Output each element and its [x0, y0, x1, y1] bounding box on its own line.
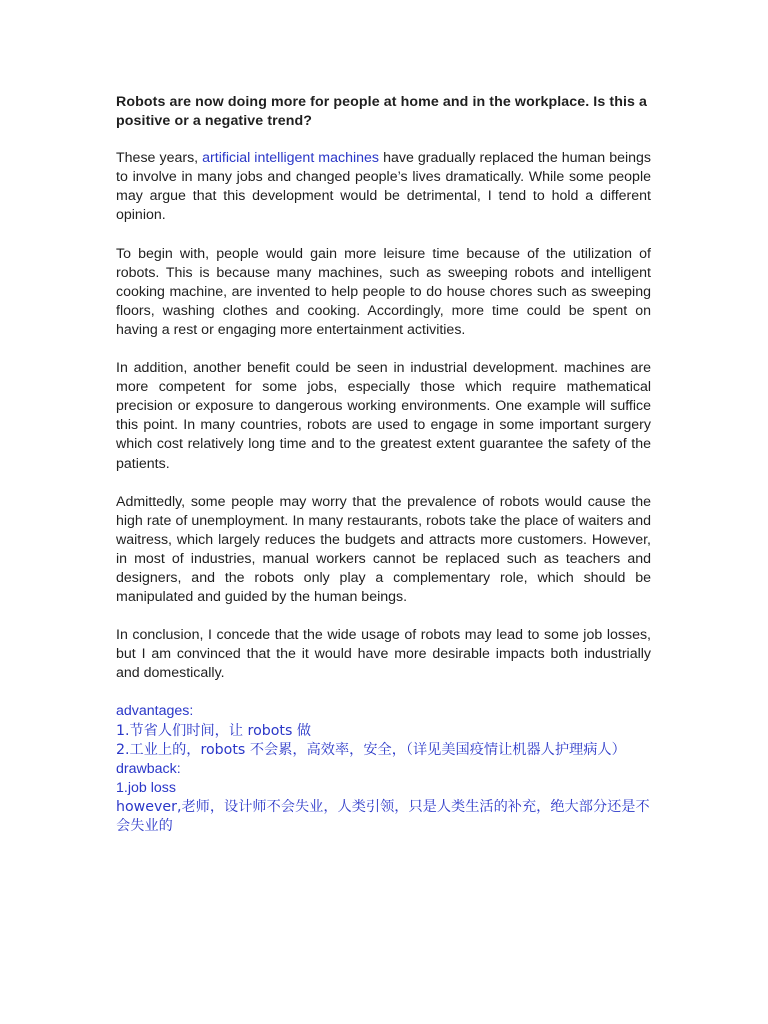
drawback-label: drawback:	[116, 760, 181, 777]
essay-title: Robots are now doing more for people at home and in the workplace. Is this a positive or a negative trend?	[116, 94, 648, 130]
intro-rest: have gradually replaced the human beings to involve in many jobs and changed people’s lives dramatically. While some people may argue that this development would be detrimental, I tend to hold a different opinion.	[116, 150, 652, 224]
intro-paragraph	[116, 149, 651, 225]
body-paragraph-concession: Admittedly, some people may worry that the prevalence of robots would cause the high rate of unemployment. In many restaurants, robots take the place of waiters and waitress, which largely reduces the budgets and attracts more customers. However, in most of industries, manual workers cannot be replaced such as teachers and designers, and the robots only play a complementary role, which should be manipulated and guided by the human beings.	[116, 493, 651, 606]
intro-lead: These years,	[116, 150, 203, 167]
body-paragraph-industry: In addition, another benefit could be seen in industrial development. machines are more competent for some jobs, especially those which require mathematical precision or exposure to dangerous working environments. One example will suffice this point. In many countries, robots are used to engage in some important surgery which cost relatively long time and to the greatest extent guarantee the safety of the patients.	[116, 360, 651, 472]
study-notes	[116, 702, 651, 836]
advantages-label: advantages:	[116, 703, 194, 720]
conclusion-paragraph: In conclusion, I concede that the wide usage of robots may lead to some job losses, but I am convinced that the it would have more desirable impacts both industrially and domestically.	[116, 627, 651, 682]
body-paragraph-leisure: To begin with, people would gain more leisure time because of the utilization of robots. This is because many machines, such as sweeping robots and intelligent cooking machine, are invented to help people to do house chores such as sweeping floors, washing clothes and cooking. Accordingly, more time could be spent on having a rest or engaging more entertainment activities.	[116, 245, 651, 338]
advantage-note-1: 1.节省人们时间，让 robots 做	[116, 722, 312, 739]
advantage-note-2: 2.工业上的，robots 不会累，高效率，安全，（详见美国疫情让机器人护理病人）	[116, 741, 626, 758]
essay-page	[116, 93, 651, 836]
intro-highlight: artificial intelligent machines	[202, 150, 380, 167]
drawback-note-1: 1.job loss	[116, 779, 176, 796]
however-note: however,老师，设计师不会失业，人类引领，只是人类生活的补充，绝大部分还是不会失业的	[116, 798, 650, 834]
